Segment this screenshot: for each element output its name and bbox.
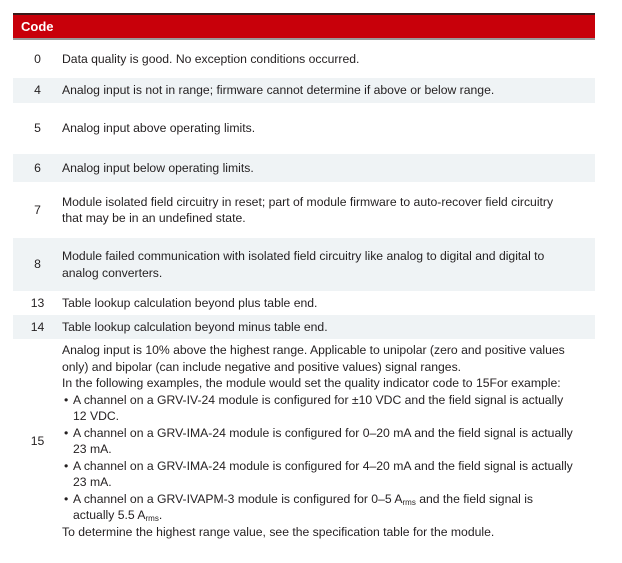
table-row [13, 291, 595, 315]
description-cell: Table lookup calculation beyond minus table end. [62, 319, 328, 334]
description-cell: Module failed communication with isolated field circuitry like analog to digital and digital to analog converters. [62, 249, 545, 280]
example-text: and the field signal is actually 5.5 A [73, 491, 534, 522]
example-item: • A channel on a GRV-IV-24 module is configured for ±10 VDC and the field signal is actually 12 VDC. [62, 392, 575, 425]
subscript-rms: rms [145, 514, 159, 523]
example-text: A channel on a GRV-IVAPM-3 module is configured for 0–5 A [73, 491, 403, 506]
table-row [13, 182, 595, 238]
code-cell: 15 [30, 433, 45, 448]
description-cell: Analog input above operating limits. [62, 121, 256, 136]
table-header [13, 13, 595, 40]
description-cell [62, 342, 595, 540]
row15-outro: To determine the highest range value, see the specification table for the module. [62, 524, 495, 539]
code-cell: 5 [34, 121, 41, 136]
table-row [13, 40, 595, 78]
example-item: • A channel on a GRV-IMA-24 module is configured for 4–20 mA and the field signal is actually 23 mA. [62, 458, 575, 491]
example-item: • A channel on a GRV-IMA-24 module is configured for 0–20 mA and the field signal is actually 23 mA. [62, 425, 575, 458]
code-cell: 8 [34, 257, 41, 272]
code-cell: 7 [34, 202, 41, 217]
code-cell: 13 [30, 295, 45, 310]
description-cell: Analog input below operating limits. [62, 160, 254, 175]
example-text: . [158, 508, 163, 522]
description-cell: Table lookup calculation beyond plus table end. [62, 295, 318, 310]
code-cell: 6 [34, 160, 41, 175]
example-item [62, 491, 575, 524]
code-cell: 14 [30, 319, 45, 334]
description-cell: Module isolated field circuitry in reset; part of module firmware to auto-recover field circuitry that may be in an undefined state. [62, 194, 554, 225]
code-cell: 4 [34, 83, 41, 98]
description-cell: Analog input is not in range; firmware cannot determine if above or below range. [62, 83, 495, 98]
table-row [13, 154, 595, 182]
examples-list [62, 392, 575, 524]
header-code-label: Code [21, 19, 54, 34]
subscript-rms: rms [402, 497, 416, 507]
description-cell: Data quality is good. No exception conditions occurred. [62, 51, 360, 66]
table-row [13, 103, 595, 154]
table-row [13, 238, 595, 291]
quality-code-table [13, 13, 595, 540]
table-row [13, 315, 595, 339]
table-row [13, 339, 595, 540]
row15-examples-intro: In the following examples, the module would set the quality indicator code to 15For example: [62, 376, 561, 390]
row15-intro: Analog input is 10% above the highest range. Applicable to unipolar (zero and positive values only) and bipolar (can include negative and positive values) signal ranges. [62, 343, 565, 374]
table-row [13, 78, 595, 103]
code-cell: 0 [34, 51, 41, 66]
